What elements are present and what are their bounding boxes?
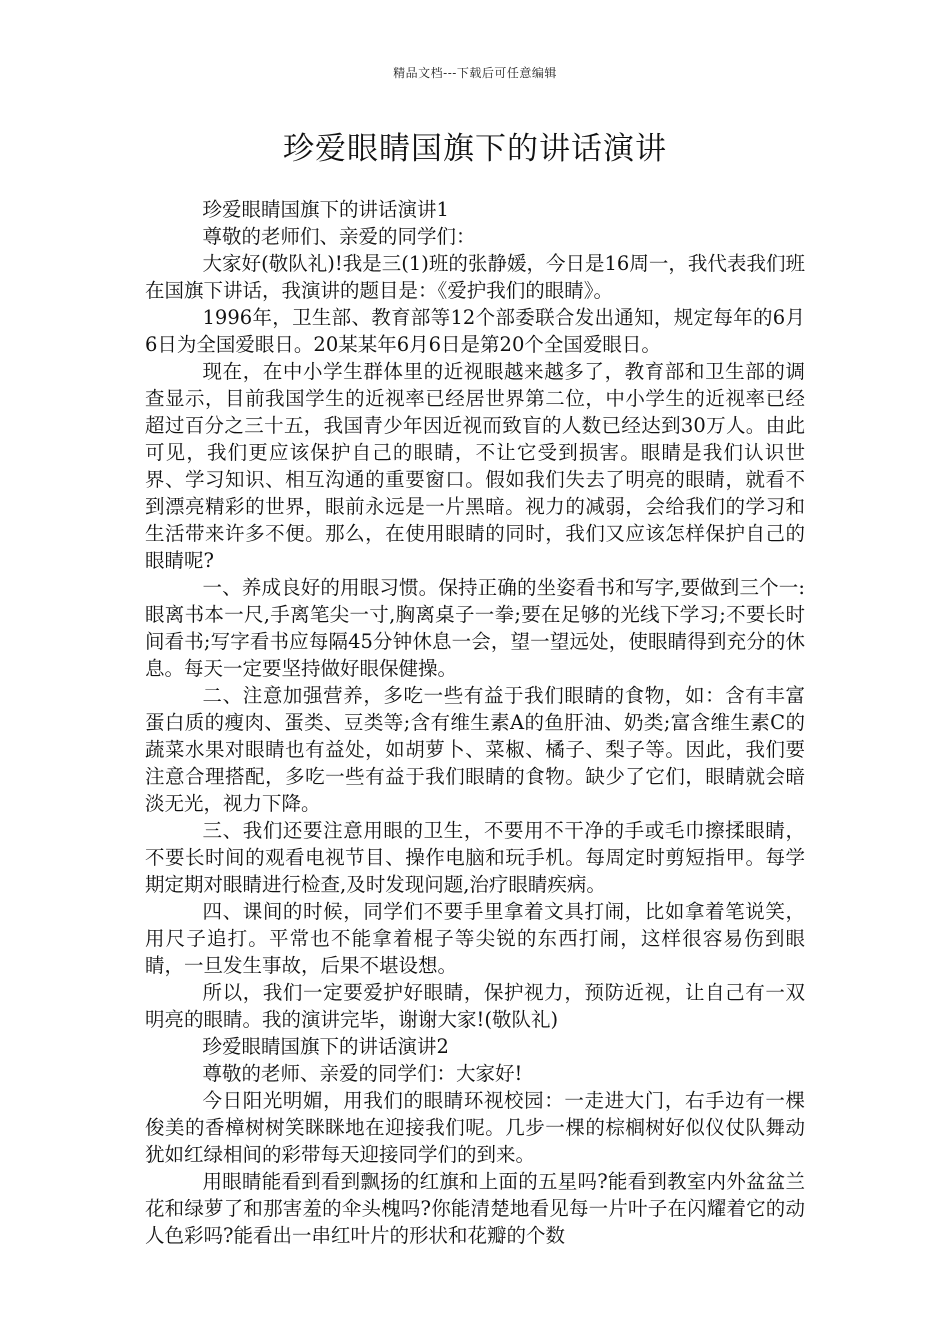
section-heading-1: 珍爱眼睛国旗下的讲话演讲1: [202, 198, 449, 221]
paragraph: 二、注意加强营养，多吃一些有益于我们眼睛的食物，如：含有丰富蛋白质的瘦肉、蛋类、豆类等;含有维生素A的鱼肝油、奶类;富含维生素C的蔬菜水果对眼睛也有益处，如胡萝卜、菜椒、橘子、梨子等。因此，我们要注意合理搭配，多吃一些有益于我们眼睛的食物。缺少了它们，眼睛就会暗淡无光，视力下降。: [145, 684, 805, 815]
paragraph: 现在，在中小学生群体里的近视眼越来越多了，教育部和卫生部的调查显示，目前我国学生的近视率已经居世界第二位，中小学生的近视率已经超过百分之三十五，我国青少年因近视而致盲的人数已经达到30万人。由此可见，我们更应该保护自己的眼睛，不让它受到损害。眼睛是我们认识世界、学习知识、相互沟通的重要窗口。假如我们失去了明亮的眼睛，就看不到漂亮精彩的世界，眼前永远是一片黑暗。视力的减弱，会给我们的学习和生活带来许多不便。那么，在使用眼睛的同时，我们又应该怎样保护自己的眼睛呢?: [145, 360, 805, 572]
paragraph: 四、课间的时候，同学们不要手里拿着文具打闹，比如拿着笔说笑，用尺子追打。平常也不能拿着棍子等尖锐的东西打闹，这样很容易伤到眼睛，一旦发生事故，后果不堪设想。: [145, 900, 805, 977]
header-note: 精品文档---下载后可任意编辑: [393, 66, 557, 80]
paragraph: 今日阳光明媚，用我们的眼睛环视校园：一走进大门，右手边有一棵俊美的香樟树树笑眯眯地在迎接我们呢。几步一棵的棕榈树好似仪仗队舞动犹如红绿相间的彩带每天迎接同学们的到来。: [145, 1089, 805, 1166]
paragraph: 一、养成良好的用眼习惯。保持正确的坐姿看书和写字,要做到三个一:眼离书本一尺,手离笔尖一寸,胸离桌子一拳;要在足够的光线下学习;不要长时间看书;写字看书应每隔45分钟休息一会，望一望远处，使眼睛得到充分的休息。每天一定要坚持做好眼保健操。: [145, 576, 805, 680]
paragraph: 大家好(敬队礼)!我是三(1)班的张静媛，今日是16周一，我代表我们班在国旗下讲话，我演讲的题目是：《爱护我们的眼睛》。: [145, 252, 805, 302]
salutation: 尊敬的老师、亲爱的同学们：大家好!: [202, 1062, 523, 1085]
section-heading-2: 珍爱眼睛国旗下的讲话演讲2: [202, 1035, 449, 1058]
paragraph: 用眼睛能看到看到飘扬的红旗和上面的五星吗?能看到教室内外盆盆兰花和绿萝了和那害羞的伞头槐吗?你能清楚地看见每一片叶子在闪耀着它的动人色彩吗?能看出一串红叶片的形状和花瓣的个数: [145, 1170, 805, 1247]
document-body: [145, 196, 805, 1249]
paragraph: 所以，我们一定要爱护好眼睛，保护视力，预防近视，让自己有一双明亮的眼睛。我的演讲完毕，谢谢大家!(敬队礼): [145, 981, 805, 1031]
paragraph: 1996年，卫生部、教育部等12个部委联合发出通知，规定每年的6月6日为全国爱眼日。20某某年6月6日是第20个全国爱眼日。: [145, 306, 805, 356]
document-title: 珍爱眼睛国旗下的讲话演讲: [283, 131, 667, 167]
paragraph: 三、我们还要注意用眼的卫生，不要用不干净的手或毛巾擦揉眼睛，不要长时间的观看电视节目、操作电脑和玩手机。每周定时剪短指甲。每学期定期对眼睛进行检查,及时发现问题,治疗眼睛疾病。: [145, 819, 805, 896]
salutation: 尊敬的老师们、亲爱的同学们：: [202, 225, 476, 248]
